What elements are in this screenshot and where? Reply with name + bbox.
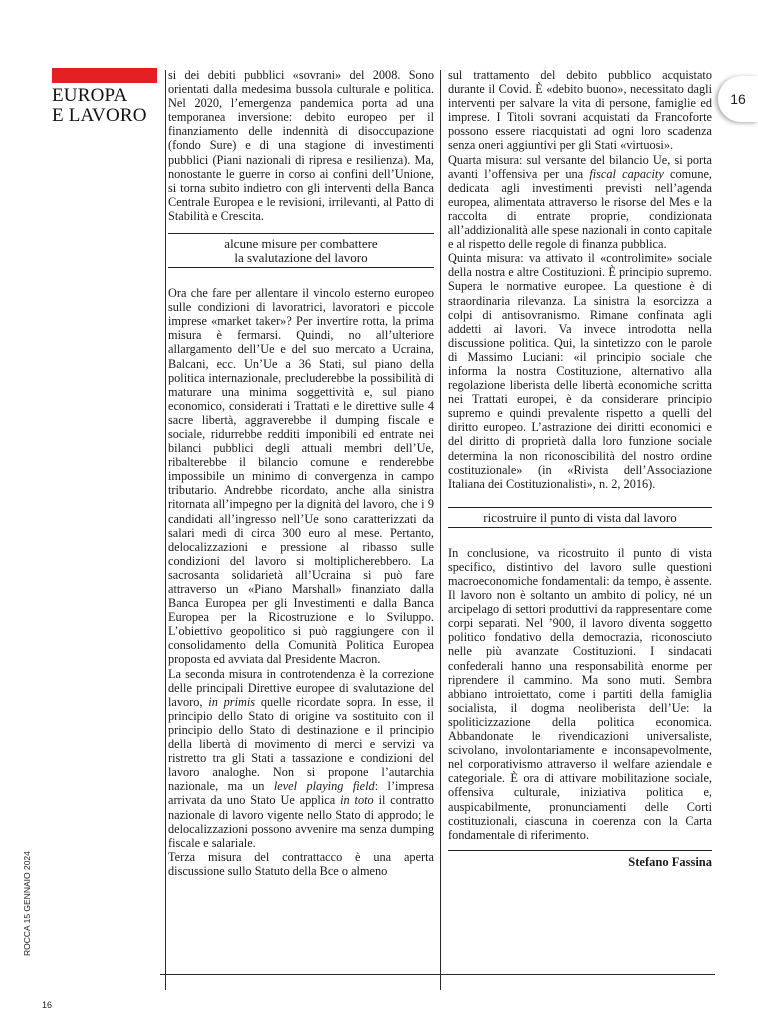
subheading-misure [168, 233, 434, 268]
subheading-line1: alcune misure per combattere [224, 236, 378, 252]
section-color-bar [52, 68, 157, 83]
column-divider-middle [440, 70, 441, 990]
article-column-1 [168, 68, 434, 878]
paragraph: sul trattamento del debito pubblico acquistato durante il Covid. È «debito buono», necessitato dagli interventi per salvare la vita di persone, famiglie ed imprese. I Titoli sovrani acquistati da Francoforte possono essere riacquistati ad ogni loro scadenza senza oneri aggiuntivi per gli Stati «virtuosi». [448, 68, 712, 153]
article-column-2 [448, 68, 712, 869]
section-title [52, 86, 162, 126]
paragraph: si dei debiti pubblici «sovrani» del 2008. Sono orientati dalla medesima bussola culturale e politica. Nel 2020, l’emergenza pandemica porta ad una temporanea inversione: debito europeo per il finanziamento delle indennità di disoccupazione (fondo Sure) e di una stagione di investimenti pubblici (Piani nazionali di ripresa e resilienza). Ma, nonostante le guerre in corso ai confini dell’Unione, si torna subito indietro con gli interventi della Banca Centrale Europea e le revisioni, irrilevanti, al Patto di Stabilità e Crescita. [168, 68, 434, 223]
subheading-line2: la svalutazione del lavoro [234, 250, 368, 266]
publication-date-caption: ROCCA 15 GENNAIO 2024 [22, 851, 32, 956]
subheading-ricostruire [448, 507, 712, 528]
paragraph: Quinta misura: va attivato il «controlimite» sociale della nostra e altre Costituzioni. È principio supremo. Supera le normative europee. La questione è di straordinaria rilevanza. La sinistra la esorcizza a colpi di antisovranismo. Rimane confinata agli addetti ai lavori. Va invece introdotta nella discussione politica. Qui, la sintetizzo con le parole di Massimo Luciani: «il principio sociale che informa la nostra Costituzione, alternativo alla regolazione liberista delle libertà economiche scritta nei Trattati europei, è da considerare principio supremo e quindi prevalente rispetto a quelli del diritto europeo. L’astrazione dei diritti economici e del diritto di proprietà dalla loro funzione sociale determina la non riconoscibilità del nostro ordine costituzionale» (in «Rivista dell’Associazione Italiana dei Costituzionalisti», n. 2, 2016). [448, 251, 712, 491]
page-number-tab: 16 [718, 76, 758, 122]
column-divider-left [165, 70, 166, 990]
subheading-line1: ricostruire il punto di vista dal lavoro [483, 509, 677, 525]
paragraph: Terza misura del contrattacco è una aperta discussione sullo Statuto della Bce o almeno [168, 849, 434, 878]
section-title-line1: EUROPA [52, 85, 128, 106]
paragraph: Ora che fare per allentare il vincolo esterno europeo sulle condizioni di lavoratrici, lavoratori e piccole imprese «market taker»? Per invertire rotta, la prima misura è fermarsi. Quindi, no all’ulteriore allargamento dell’Ue e del suo mercato a Ucraina, Balcani, ecc. Un’Ue a 36 Stati, sul piano della politica internazionale, precluderebbe la possibilità di maturare una minima soggettività e, sul piano economico, considerati i Trattati e le direttive sulle 4 sacre libertà, aggraverebbe il dumping fiscale e sociale, ridurrebbe redditi imponibili ed entrate nei bilanci pubblici degli attuali membri dell’Ue, ribalterebbe il bilancio comune e renderebbe impossibile un minimo di convergenza in campo tributario. Andrebbe ricordato, anche alla sinistra ritornata all’impegno per la dignità del lavoro, che i 9 candidati all’ingresso nell’Ue sono caratterizzati da salari medi di circa 300 euro al mese. Pertanto, delocalizzazioni e pressione al ribasso sulle condizioni del lavoro si moltiplicherebbero. La sacrosanta solidarietà all’Ucraina si può fare attraverso un «Piano Marshall» finanziato dalla Banca Europea per gli Investimenti e dalla Banca Europea per la Ricostruzione e lo Sviluppo. L’obiettivo geopolitico si può raggiungere con il consolidamento della Comunità Politica Europea proposta ed avviata dal Presidente Macron. [168, 286, 434, 667]
page-number: 16 [42, 1000, 53, 1010]
bottom-rule [160, 974, 715, 975]
paragraph: In conclusione, va ricostruito il punto di vista specifico, distintivo del lavoro sulle questioni macroeconomiche fondamentali: da tempo, è assente. Il lavoro non è soltanto un ambito di policy, né un arcipelago di settori produttivi da rappresentare come corpi separati. Nel ’900, il lavoro diventa soggetto politico fondativo della democrazia, riconosciuto nelle più avanzate Costituzioni. I sindacati confederali hanno una responsabilità enorme per riprendere il cammino. Ma sono muti. Sembra abbiano introiettato, come i partiti della famiglia socialista, il dogma neoliberista dell’Ue: la spoliticizzazione della politica economica. Abbandonate le rivendicazioni universaliste, scivolano, involontariamente e inconsapevolmente, nel corporativismo attraverso il welfare aziendale e categoriale. È ora di attivare mobilitazione sociale, offensiva culturale, iniziativa politica e, auspicabilmente, pronunciamenti delle Corti costituzionali, ciascuna in coerenza con la Carta fondamentale di riferimento. [448, 545, 712, 842]
paragraph: Quarta misura: sul versante del bilancio Ue, si porta avanti l’offensiva per una fiscal capacity comune, dedicata agli investimenti previsti nell’agenda europea, alimentata attraverso le risorse del Mes e la raccolta di entrate proprie, condizionata all’addizionalità alle spese nazionali in conto capitale e al rispetto delle regole di finanza pubblica. [448, 152, 713, 252]
paragraph: La seconda misura in controtendenza è la correzione delle principali Direttive europee di svalutazione del lavoro, in primis quelle ricordate sopra. In esse, il principio dello Stato di origine va sostituito con il principio dello Stato di destinazione e il principio della libertà di movimento di merci e servizi va ristretto tra gli Stati a tassazione e condizioni del lavoro analoghe. Non si propone l’autarchia nazionale, ma un level playing field: l’impresa arrivata da uno Stato Ue applica in toto il contratto nazionale di lavoro vigente nello Stato di approdo; le delocalizzazioni possono avvenire ma senza dumping fiscale e salariale. [168, 666, 434, 850]
author-signature: Stefano Fassina [448, 850, 712, 869]
section-title-line2: E LAVORO [52, 105, 147, 126]
